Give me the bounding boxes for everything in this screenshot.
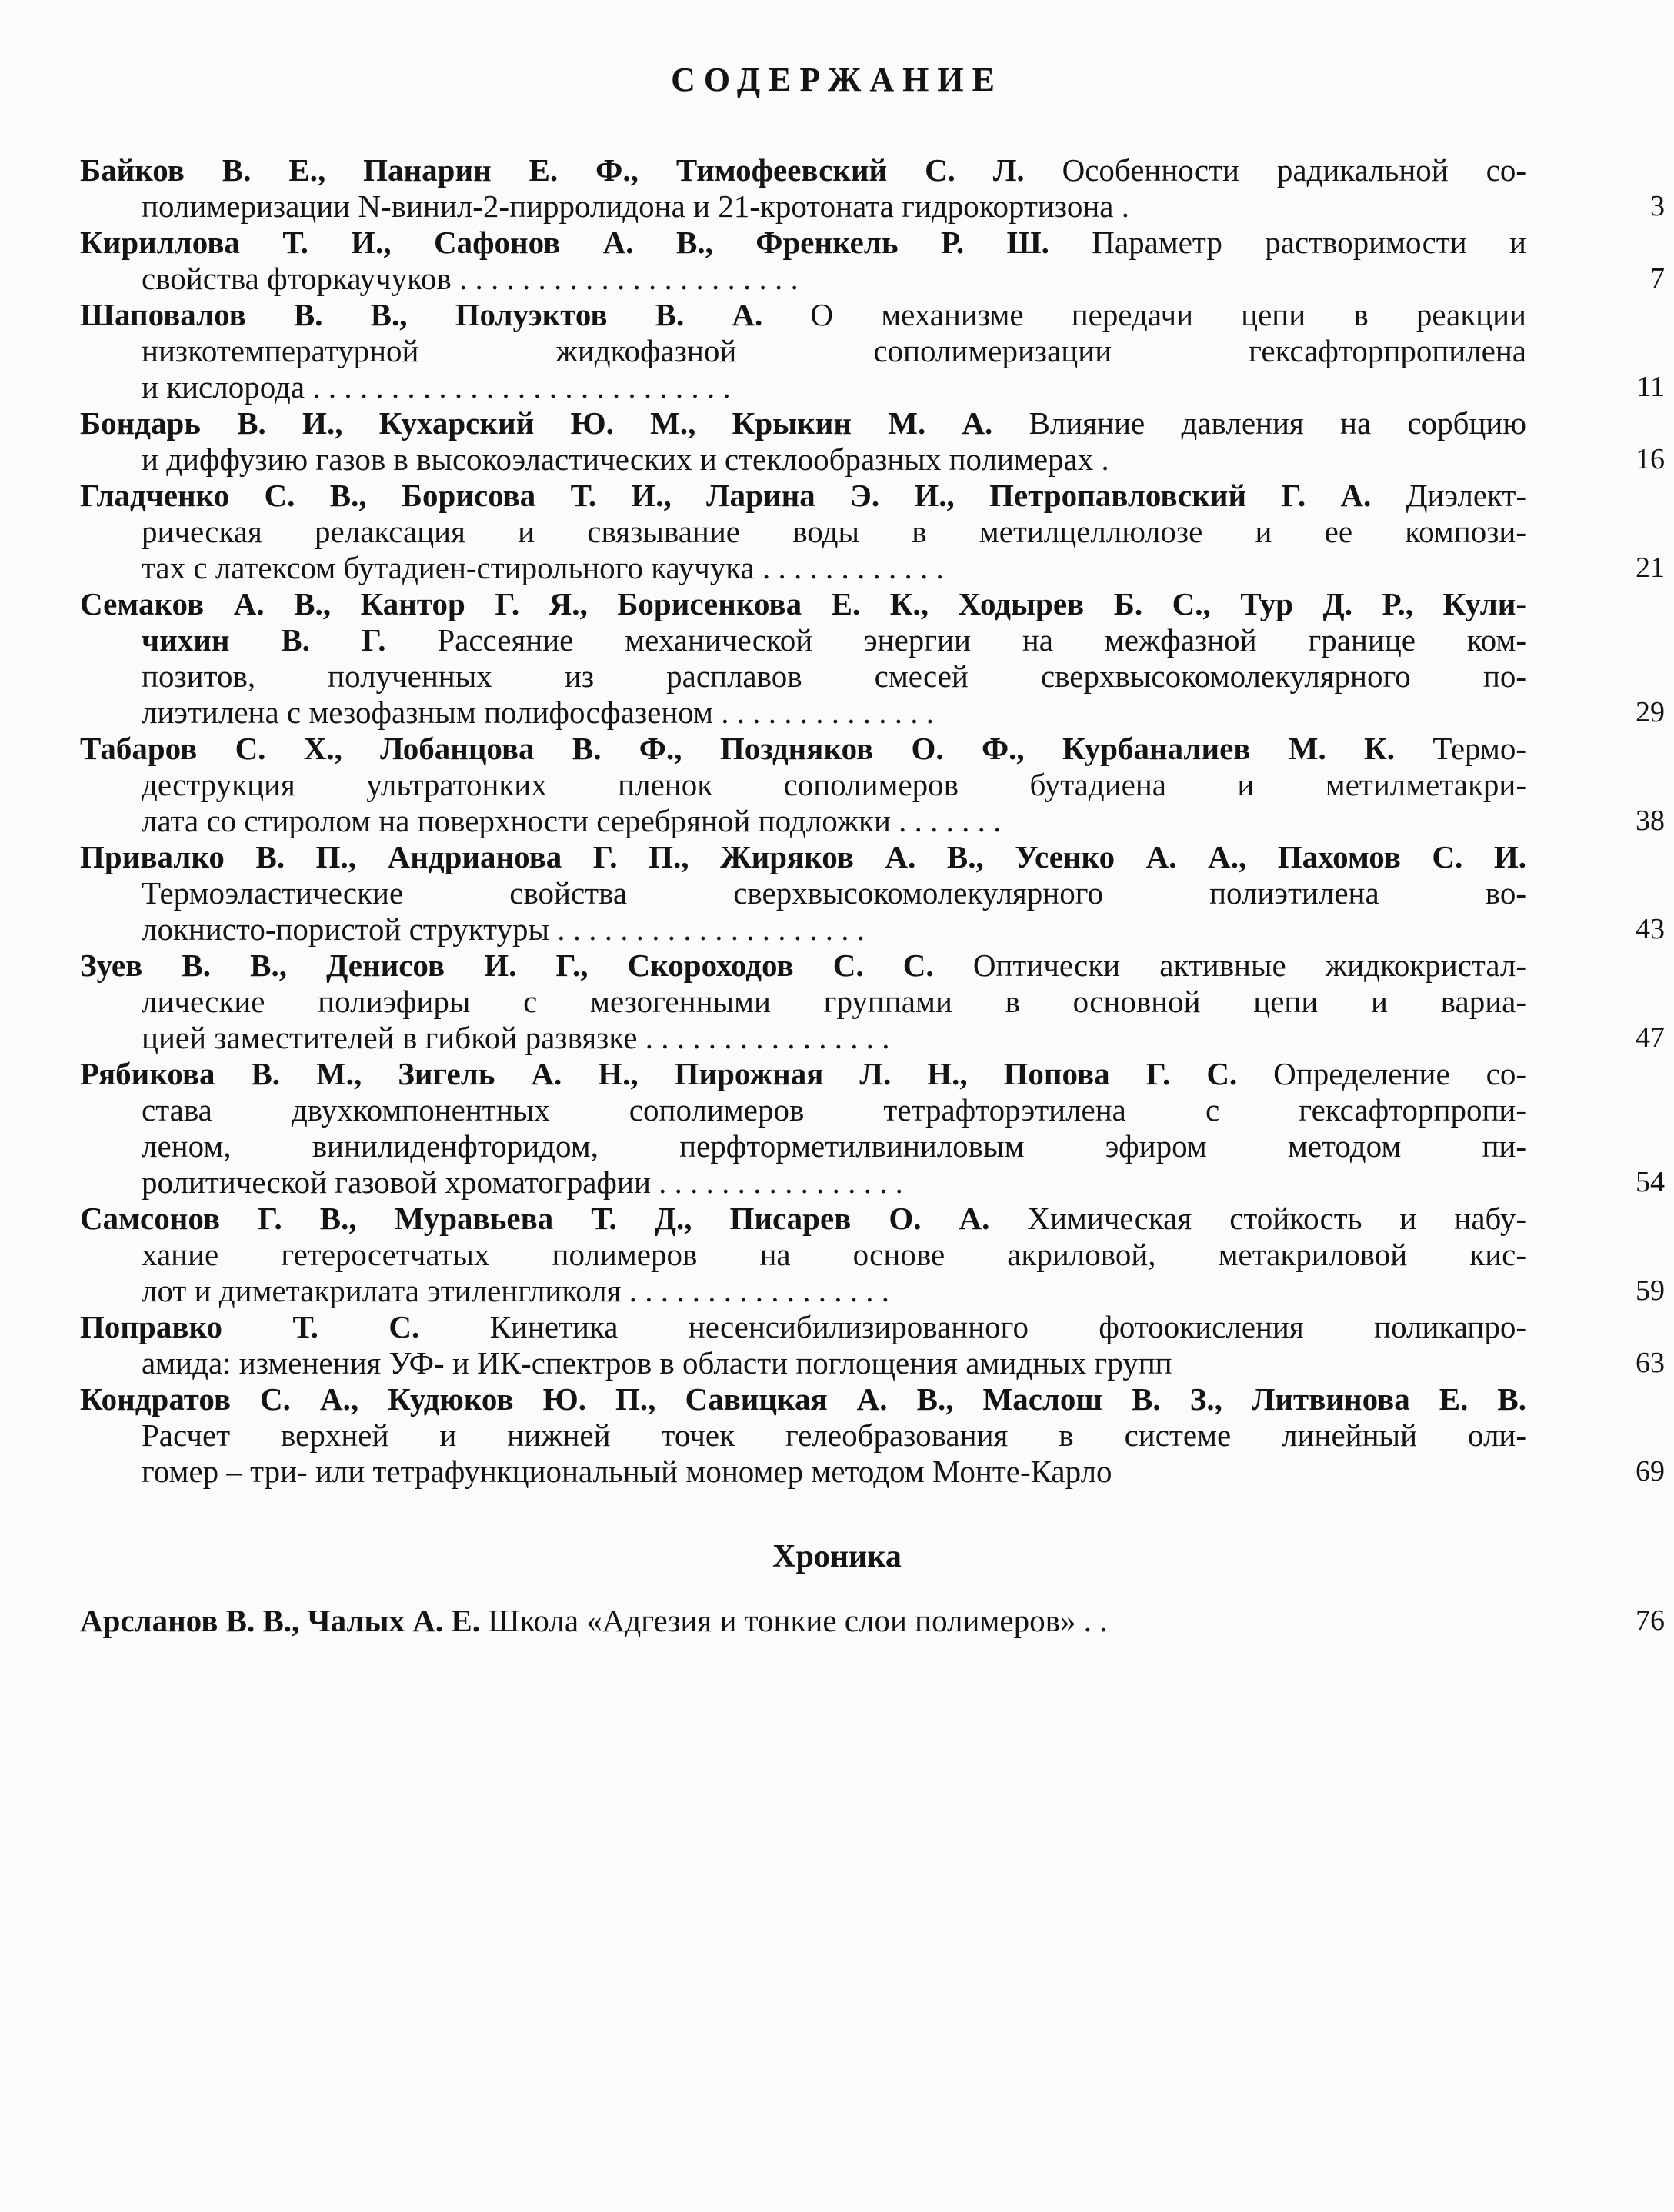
entry-authors: Гладченко С. В., Борисова Т. И., Ларина Э. И., Петропавловский Г. А.	[80, 478, 1372, 513]
entry-first-line	[80, 152, 1526, 188]
entry-title-text: Рассеяние механической энергии на межфазной границе ком-	[385, 622, 1526, 658]
entry-first-line	[80, 1056, 1526, 1092]
chronicle-section	[80, 1603, 1665, 1639]
entry-authors: чихин В. Г.	[142, 622, 386, 658]
entry-first-line	[80, 1309, 1526, 1345]
entry-title-text: деструкция ультратонких пленок сополимеров бутадиена и метилметакри-	[142, 767, 1526, 802]
entry-title-text: лата со стиролом на поверхности серебряной подложки . . . . . . .	[142, 803, 1002, 838]
entry-first-line	[80, 297, 1526, 333]
entry-title-text: Оптически активные жидкокристал-	[933, 948, 1526, 983]
entry-title-text: Особенности радикальной со-	[1024, 152, 1526, 188]
entry-continuation-line	[80, 658, 1526, 695]
toc-entry	[80, 478, 1665, 586]
entry-title-text: тах с латексом бутадиен-стирольного каучука . . . . . . . . . . . .	[142, 550, 944, 585]
page-number: 7	[1650, 262, 1665, 295]
entry-title-text: Расчет верхней и нижней точек гелеобразования в системе линейный оли-	[142, 1417, 1526, 1453]
entry-continuation-line	[80, 803, 1526, 839]
toc-entry	[80, 225, 1665, 297]
entry-title-text: Термоэластические свойства сверхвысокомолекулярного полиэтилена во-	[142, 875, 1526, 911]
entry-first-line	[80, 478, 1526, 514]
toc-entry	[80, 152, 1665, 225]
entry-first-line	[80, 225, 1526, 261]
entry-continuation-line	[80, 875, 1526, 911]
entry-authors: Самсонов Г. В., Муравьева Т. Д., Писарев О. А.	[80, 1201, 990, 1236]
entry-title-text: Параметр растворимости и	[1049, 225, 1526, 260]
entry-authors: Бондарь В. И., Кухарский Ю. М., Крыкин М. А.	[80, 405, 993, 441]
toc-entry	[80, 948, 1665, 1056]
entry-title-text: гомер – три- или тетрафункциональный мономер методом Монте-Карло	[142, 1454, 1112, 1489]
entry-continuation-line	[80, 1020, 1526, 1056]
entry-title-text: лические полиэфиры с мезогенными группами в основной цепи и вариа-	[142, 984, 1526, 1019]
page-number: 69	[1636, 1455, 1665, 1487]
page-number: 16	[1636, 443, 1665, 475]
page-number: 11	[1636, 371, 1665, 403]
entry-continuation-line	[80, 369, 1526, 405]
page-number: 3	[1650, 190, 1665, 222]
entry-authors: Привалко В. П., Андрианова Г. П., Жиряков А. В., Усенко А. А., Пахомов С. И.	[80, 839, 1526, 874]
entry-title-text: Диэлект-	[1371, 478, 1526, 513]
entry-continuation-line	[80, 1128, 1526, 1164]
toc-entry	[80, 405, 1665, 478]
entry-continuation-line	[80, 550, 1526, 586]
page-number: 43	[1636, 913, 1665, 945]
entry-title-text: Термо-	[1395, 731, 1526, 766]
toc-entry	[80, 1309, 1665, 1381]
entry-title-text: низкотемпературной жидкофазной сополимеризации гексафторпропилена	[142, 333, 1526, 368]
entry-title-text: хание гетеросетчатых полимеров на основе акриловой, метакриловой кис-	[142, 1237, 1526, 1272]
entry-authors: Шаповалов В. В., Полуэктов В. А.	[80, 297, 763, 332]
entry-title-text: лиэтилена с мезофазным полифосфазеном . . . . . . . . . . . . . .	[142, 695, 934, 730]
entry-continuation-line	[80, 188, 1526, 225]
page-number: 59	[1636, 1274, 1665, 1307]
entry-continuation-line	[80, 1164, 1526, 1201]
entry-first-line	[80, 839, 1526, 875]
toc-entry	[80, 1056, 1665, 1201]
page-number: 54	[1636, 1166, 1665, 1198]
entry-authors: Табаров С. Х., Лобанцова В. Ф., Поздняков О. Ф., Курбаналиев М. К.	[80, 731, 1396, 766]
entry-first-line	[80, 1603, 1526, 1639]
page-number: 29	[1636, 696, 1665, 728]
entry-title-text: полимеризации N-винил-2-пирролидона и 21-кротоната гидрокортизона .	[142, 188, 1129, 224]
toc-entry	[80, 839, 1665, 948]
entry-title-text: амида: изменения УФ- и ИК-спектров в области поглощения амидных групп	[142, 1345, 1172, 1381]
entry-continuation-line	[80, 1237, 1526, 1273]
entry-title-text: О механизме передачи цепи в реакции	[762, 297, 1526, 332]
entry-first-line	[80, 1201, 1526, 1237]
entry-title-text: цией заместителей в гибкой развязке . . . . . . . . . . . . . . . .	[142, 1020, 890, 1055]
entry-continuation-line	[80, 441, 1526, 478]
entry-authors: Поправко Т. С.	[80, 1309, 420, 1344]
entry-first-line	[80, 731, 1526, 767]
entry-continuation-line	[80, 1273, 1526, 1309]
entry-authors: Арсланов В. В., Чалых А. Е.	[80, 1603, 480, 1638]
entry-title-text: лот и диметакрилата этиленгликоля . . . . . . . . . . . . . . . . .	[142, 1273, 889, 1308]
entry-continuation-line	[80, 622, 1526, 658]
entry-continuation-line	[80, 984, 1526, 1020]
entry-title-text: рическая релаксация и связывание воды в метилцеллюлозе и ее компози-	[142, 514, 1526, 549]
toc-entry	[80, 731, 1665, 839]
entry-continuation-line	[80, 261, 1526, 297]
entry-continuation-line	[80, 1092, 1526, 1128]
toc-entry	[80, 1201, 1665, 1309]
entry-title-text: свойства фторкаучуков . . . . . . . . . . . . . . . . . . . . . .	[142, 261, 799, 296]
table-of-contents	[80, 152, 1665, 1490]
page-number: 63	[1636, 1347, 1665, 1379]
entry-first-line	[80, 405, 1526, 441]
entry-continuation-line	[80, 1345, 1526, 1381]
entry-continuation-line	[80, 1454, 1526, 1490]
entry-title-text: Химическая стойкость и набу-	[989, 1201, 1526, 1236]
entry-title-text: локнисто-пористой структуры . . . . . . . . . . . . . . . . . . . .	[142, 911, 865, 947]
entry-first-line	[80, 948, 1526, 984]
entry-continuation-line	[80, 695, 1526, 731]
toc-entry	[80, 586, 1665, 731]
entry-authors: Кириллова Т. И., Сафонов А. В., Френкель Р. Ш.	[80, 225, 1049, 260]
toc-entry	[80, 1603, 1665, 1639]
entry-first-line	[80, 586, 1526, 622]
entry-title-text: Кинетика несенсибилизированного фотоокисления поликапро-	[419, 1309, 1526, 1344]
entry-authors: Семаков А. В., Кантор Г. Я., Борисенкова Е. К., Ходырев Б. С., Тур Д. Р., Кули-	[80, 586, 1526, 621]
toc-entry	[80, 297, 1665, 405]
entry-title-text: позитов, полученных из расплавов смесей сверхвысокомолекулярного по-	[142, 658, 1526, 694]
page-number: 21	[1636, 551, 1665, 584]
entry-title-text: и кислорода . . . . . . . . . . . . . . . . . . . . . . . . . . .	[142, 369, 731, 405]
entry-first-line	[80, 1381, 1526, 1417]
page-number: 38	[1636, 805, 1665, 837]
entry-title-text: Школа «Адгезия и тонкие слои полимеров» . .	[479, 1603, 1108, 1638]
page-title: СОДЕРЖАНИЕ	[671, 61, 1003, 98]
entry-authors: Рябикова В. М., Зигель А. Н., Пирожная Л. Н., Попова Г. С.	[80, 1056, 1238, 1091]
entry-continuation-line	[80, 333, 1526, 369]
entry-continuation-line	[80, 514, 1526, 550]
entry-continuation-line	[80, 1417, 1526, 1454]
page-number: 76	[1636, 1604, 1665, 1637]
entry-continuation-line	[80, 767, 1526, 803]
entry-title-text: става двухкомпонентных сополимеров тетрафторэтилена с гексафторпропи-	[142, 1092, 1526, 1128]
entry-title-text: Влияние давления на сорбцию	[992, 405, 1526, 441]
entry-continuation-line	[80, 911, 1526, 948]
entry-title-text: леном, винилиденфторидом, перфторметилвиниловым эфиром методом пи-	[142, 1128, 1526, 1164]
toc-entry	[80, 1381, 1665, 1490]
entry-title-text: ролитической газовой хроматографии . . . . . . . . . . . . . . . .	[142, 1164, 903, 1200]
section-heading: Хроника	[772, 1539, 902, 1574]
entry-title-text: Определение со-	[1237, 1056, 1526, 1091]
entry-title-text: и диффузию газов в высокоэластических и стеклообразных полимерах .	[142, 441, 1109, 477]
entry-authors: Кондратов С. А., Кудюков Ю. П., Савицкая А. В., Маслош В. З., Литвинова Е. В.	[80, 1381, 1526, 1417]
page-number: 47	[1636, 1021, 1665, 1054]
entry-authors: Зуев В. В., Денисов И. Г., Скороходов С. С.	[80, 948, 934, 983]
entry-authors: Байков В. Е., Панарин Е. Ф., Тимофеевский С. Л.	[80, 152, 1025, 188]
